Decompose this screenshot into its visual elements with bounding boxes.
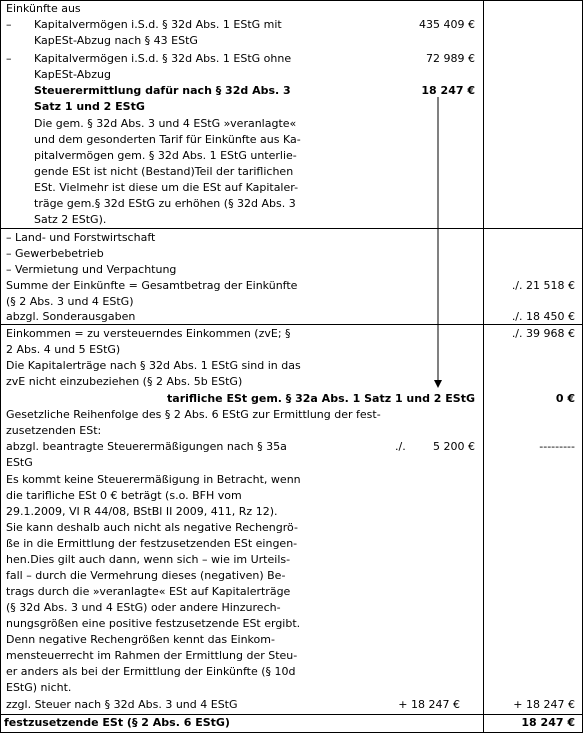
bold-value: 18 247 € — [421, 84, 475, 97]
note-line: und dem gesonderten Tarif für Einkünfte aus Ka- — [34, 133, 301, 146]
tarifliche-label: tarifliche ESt gem. § 32a Abs. 1 Satz 1 und 2 EStG — [167, 392, 475, 405]
ermaessigung-label: abzgl. beantragte Steuerermäßigungen nach § 35a — [6, 440, 287, 453]
summe-label: Summe der Einkünfte = Gesamtbetrag der Einkünfte — [6, 279, 298, 292]
ermaessigung-dashes: --------- — [539, 440, 575, 453]
ermaessigung-value: 5 200 € — [433, 440, 475, 453]
footer-value: 18 247 € — [521, 716, 575, 729]
sonder-value: ./. 18 450 € — [511, 310, 575, 323]
note-line: Satz 2 EStG). — [34, 213, 107, 226]
note-line: Es kommt keine Steuerermäßigung in Betracht, wenn — [6, 473, 301, 486]
note-line: Denn negative Rechengrößen kennt das Einkom- — [6, 633, 275, 646]
note-line: gende ESt ist nicht (Bestand)Teil der tariflichen — [34, 165, 294, 178]
bullet: – — [6, 52, 12, 65]
item-value: 72 989 € — [426, 52, 475, 65]
footer-label: festzusetzende ESt (§ 2 Abs. 6 EStG) — [4, 716, 230, 729]
note-line: (§ 32d Abs. 3 und 4 EStG) oder andere Hinzurech- — [6, 601, 281, 614]
note-line: nungsgrößen eine positive festzusetzende ESt ergibt. — [6, 617, 301, 630]
income-type: – Gewerbebetrieb — [6, 247, 104, 260]
item-value: 435 409 € — [419, 18, 475, 31]
item-label: KapESt-Abzug — [34, 68, 111, 81]
item-label: KapESt-Abzug nach § 43 EStG — [34, 34, 198, 47]
note-line: mensteuerrecht im Rahmen der Ermittlung der Steu- — [6, 649, 298, 662]
note-line: die tarifliche ESt 0 € beträgt (s.o. BFH vom — [6, 489, 242, 502]
ermaessigung-prefix: ./. — [395, 440, 406, 453]
summe-value: ./. 21 518 € — [511, 279, 575, 292]
zuzgl-label: zzgl. Steuer nach § 32d Abs. 3 und 4 EStG — [6, 698, 238, 711]
zuzgl-mid-value: + 18 247 € — [398, 698, 460, 711]
note-line: träge gem.§ 32d EStG zu erhöhen (§ 32d Abs. 3 — [34, 197, 296, 210]
note-line: pitalvermögen gem. § 32d Abs. 1 EStG unterlie- — [34, 149, 297, 162]
bold-label: Satz 1 und 2 EStG — [34, 100, 145, 113]
note-line: Die gem. § 32d Abs. 3 und 4 EStG »veranlagte« — [34, 117, 297, 130]
note-line: hen.Dies gilt auch dann, wenn sich – wie im Urteils- — [6, 553, 291, 566]
note-line: Sie kann deshalb auch nicht als negative Rechengrö- — [6, 521, 298, 534]
income-type: – Land- und Forstwirtschaft — [6, 231, 156, 244]
kapital-note: zvE nicht einzubeziehen (§ 2 Abs. 5b EStG) — [6, 375, 243, 388]
ermaessigung-label: EStG — [6, 456, 33, 469]
kapital-note: Die Kapitalerträge nach § 32d Abs. 1 EStG sind in das — [6, 359, 301, 372]
tarifliche-value: 0 € — [555, 392, 575, 405]
note-line: er anders als bei der Ermittlung der Einkünfte (§ 10d — [6, 665, 296, 678]
item-label: Kapitalvermögen i.S.d. § 32d Abs. 1 EStG mit — [34, 18, 282, 31]
section-title: Einkünfte aus — [6, 2, 81, 15]
item-label: Kapitalvermögen i.S.d. § 32d Abs. 1 EStG ohne — [34, 52, 292, 65]
note-line: EStG) nicht. — [6, 681, 72, 694]
bullet: – — [6, 18, 12, 31]
einkommen-label: Einkommen = zu versteuerndes Einkommen (zvE; § — [6, 327, 291, 340]
reihenfolge-line: zusetzenden ESt: — [6, 424, 102, 437]
note-line: ESt. Vielmehr ist diese um die ESt auf Kapitaler- — [34, 181, 299, 194]
zuzgl-right-value: + 18 247 € — [513, 698, 575, 711]
income-type: – Vermietung und Verpachtung — [6, 263, 177, 276]
reihenfolge-line: Gesetzliche Reihenfolge des § 2 Abs. 6 EStG zur Ermittlung der fest- — [6, 408, 381, 421]
einkommen-value: ./. 39 968 € — [511, 327, 575, 340]
note-line: 29.1.2009, VI R 44/08, BStBl II 2009, 411, Rz 12). — [6, 505, 278, 518]
note-line: fall – durch die Vermehrung dieses (negativen) Be- — [6, 569, 286, 582]
einkommen-label: 2 Abs. 4 und 5 EStG) — [6, 343, 121, 356]
sonder-label: abzgl. Sonderausgaben — [6, 310, 136, 323]
bold-label: Steuerermittlung dafür nach § 32d Abs. 3 — [34, 84, 291, 97]
summe-label: (§ 2 Abs. 3 und 4 EStG) — [6, 295, 134, 308]
note-line: trags durch die »veranlagte« ESt auf Kapitalerträge — [6, 585, 291, 598]
note-line: ße in die Ermittlung der festzusetzenden ESt eingen- — [6, 537, 298, 550]
